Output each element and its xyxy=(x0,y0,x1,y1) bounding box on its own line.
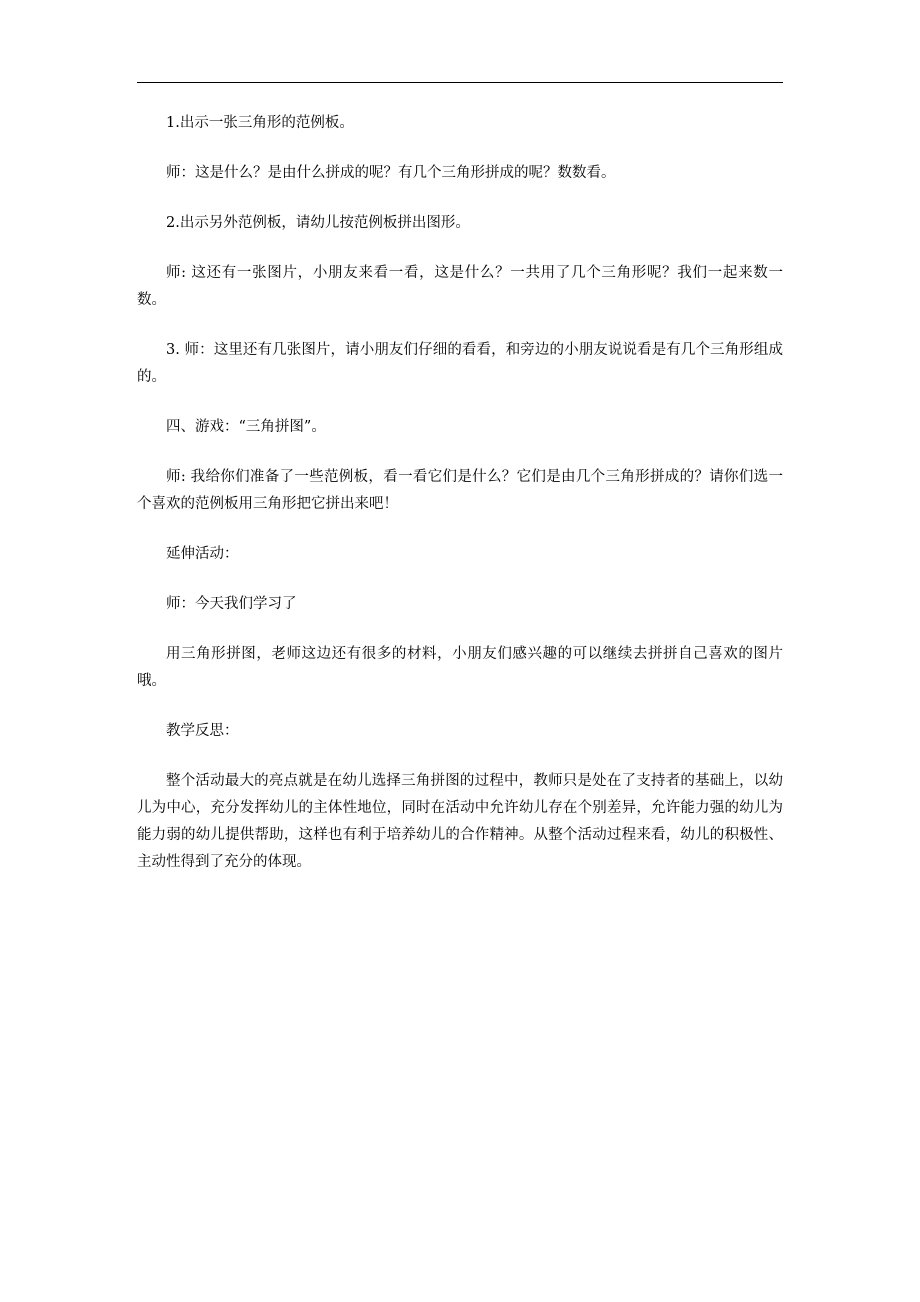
paragraph-teacher-game-instruction: 师: 我给你们准备了一些范例板，看一看它们是什么？它们是由几个三角形拼成的？请你们选一个喜欢的范例板用三角形把它拼出来吧！ xyxy=(137,469,783,512)
paragraph-step-1: 1.出示一张三角形的范例板。 xyxy=(166,115,354,131)
paragraph-reflection: 整个活动最大的亮点就是在幼儿选择三角拼图的过程中，教师只是处在了支持者的基础上，以幼儿为中心，充分发挥幼儿的主体性地位，同时在活动中允许幼儿存在个别差异，允许能力强的幼儿为能力弱的幼儿提供帮助，这样也有利于培养幼儿的合作精神。从整个活动过程来看，幼儿的积极性、主动性得到了充分的体现。 xyxy=(137,773,783,870)
paragraph-extension-detail: 用三角形拼图，老师这边还有很多的材料，小朋友们感兴趣的可以继续去拼拼自己喜欢的图片哦。 xyxy=(137,646,783,689)
section-heading-game: 四、游戏：“三角拼图”。 xyxy=(166,419,326,435)
document-body xyxy=(137,110,783,899)
paragraph-step-2: 2.出示另外范例板，请幼儿按范例板拼出图形。 xyxy=(166,215,470,231)
section-heading-reflection: 教学反思： xyxy=(166,723,239,739)
paragraph-step-3: 3. 师：这里还有几张图片，请小朋友们仔细的看看，和旁边的小朋友说说看是有几个三角形组成的。 xyxy=(137,342,783,385)
section-heading-extension: 延伸活动： xyxy=(166,546,239,562)
header-rule xyxy=(137,82,783,83)
paragraph-teacher-summary: 师：今天我们学习了 xyxy=(166,596,297,612)
paragraph-teacher-question-1: 师：这是什么？是由什么拼成的呢？有几个三角形拼成的呢？数数看。 xyxy=(166,165,616,181)
paragraph-teacher-question-2: 师: 这还有一张图片，小朋友来看一看，这是什么？一共用了几个三角形呢？我们一起来数一数。 xyxy=(137,265,783,308)
